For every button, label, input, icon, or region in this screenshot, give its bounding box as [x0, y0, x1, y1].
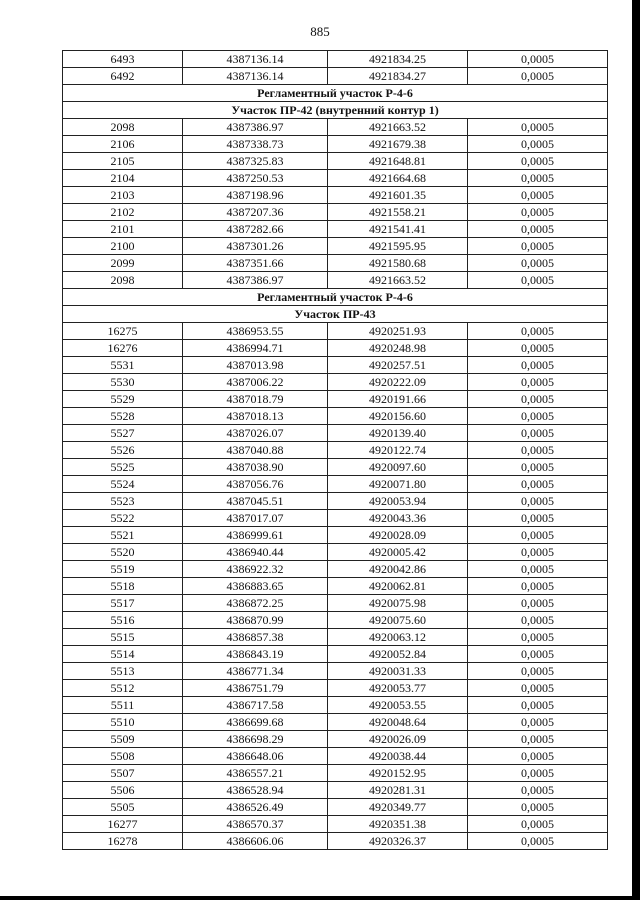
x-coordinate-cell: 4387386.97 — [183, 272, 328, 289]
y-coordinate-cell: 4920038.44 — [328, 748, 468, 765]
accuracy-cell: 0,0005 — [468, 476, 608, 493]
accuracy-cell: 0,0005 — [468, 748, 608, 765]
y-coordinate-cell: 4920122.74 — [328, 442, 468, 459]
point-number-cell: 5517 — [63, 595, 183, 612]
point-number-cell: 6492 — [63, 68, 183, 85]
y-coordinate-cell: 4921580.68 — [328, 255, 468, 272]
x-coordinate-cell: 4386953.55 — [183, 323, 328, 340]
point-number-cell: 2103 — [63, 187, 183, 204]
accuracy-cell: 0,0005 — [468, 544, 608, 561]
region-title: Регламентный участок Р-4-6 — [63, 85, 608, 102]
table-row — [63, 272, 608, 289]
y-coordinate-cell: 4920028.09 — [328, 527, 468, 544]
point-number-cell: 5518 — [63, 578, 183, 595]
point-number-cell: 2106 — [63, 136, 183, 153]
point-number-cell: 5531 — [63, 357, 183, 374]
y-coordinate-cell: 4920257.51 — [328, 357, 468, 374]
table-row — [63, 391, 608, 408]
y-coordinate-cell: 4920075.98 — [328, 595, 468, 612]
table-row — [63, 544, 608, 561]
x-coordinate-cell: 4387136.14 — [183, 68, 328, 85]
y-coordinate-cell: 4920351.38 — [328, 816, 468, 833]
accuracy-cell: 0,0005 — [468, 680, 608, 697]
point-number-cell: 5509 — [63, 731, 183, 748]
accuracy-cell: 0,0005 — [468, 714, 608, 731]
x-coordinate-cell: 4387026.07 — [183, 425, 328, 442]
x-coordinate-cell: 4386857.38 — [183, 629, 328, 646]
table-row — [63, 357, 608, 374]
y-coordinate-cell: 4920043.36 — [328, 510, 468, 527]
y-coordinate-cell: 4920053.55 — [328, 697, 468, 714]
accuracy-cell: 0,0005 — [468, 731, 608, 748]
table-row — [63, 510, 608, 527]
accuracy-cell: 0,0005 — [468, 221, 608, 238]
table-row — [63, 765, 608, 782]
table-row — [63, 187, 608, 204]
table-row — [63, 136, 608, 153]
y-coordinate-cell: 4920063.12 — [328, 629, 468, 646]
point-number-cell: 5526 — [63, 442, 183, 459]
table-row — [63, 476, 608, 493]
y-coordinate-cell: 4921664.68 — [328, 170, 468, 187]
accuracy-cell: 0,0005 — [468, 340, 608, 357]
point-number-cell: 5515 — [63, 629, 183, 646]
point-number-cell: 2098 — [63, 119, 183, 136]
accuracy-cell: 0,0005 — [468, 663, 608, 680]
table-row — [63, 153, 608, 170]
point-number-cell: 5522 — [63, 510, 183, 527]
x-coordinate-cell: 4387136.14 — [183, 51, 328, 68]
table-row — [63, 459, 608, 476]
accuracy-cell: 0,0005 — [468, 323, 608, 340]
table-row — [63, 595, 608, 612]
x-coordinate-cell: 4387018.13 — [183, 408, 328, 425]
table-row — [63, 238, 608, 255]
point-number-cell: 5528 — [63, 408, 183, 425]
point-number-cell: 2105 — [63, 153, 183, 170]
x-coordinate-cell: 4386883.65 — [183, 578, 328, 595]
page-number: 885 — [310, 24, 330, 39]
x-coordinate-cell: 4386570.37 — [183, 816, 328, 833]
x-coordinate-cell: 4387017.07 — [183, 510, 328, 527]
point-number-cell: 16277 — [63, 816, 183, 833]
x-coordinate-cell: 4387386.97 — [183, 119, 328, 136]
y-coordinate-cell: 4920152.95 — [328, 765, 468, 782]
y-coordinate-cell: 4920053.94 — [328, 493, 468, 510]
x-coordinate-cell: 4387338.73 — [183, 136, 328, 153]
point-number-cell: 2099 — [63, 255, 183, 272]
accuracy-cell: 0,0005 — [468, 119, 608, 136]
y-coordinate-cell: 4921834.25 — [328, 51, 468, 68]
table-row — [63, 663, 608, 680]
accuracy-cell: 0,0005 — [468, 374, 608, 391]
table-row — [63, 680, 608, 697]
y-coordinate-cell: 4920026.09 — [328, 731, 468, 748]
accuracy-cell: 0,0005 — [468, 153, 608, 170]
accuracy-cell: 0,0005 — [468, 391, 608, 408]
accuracy-cell: 0,0005 — [468, 170, 608, 187]
y-coordinate-cell: 4920062.81 — [328, 578, 468, 595]
x-coordinate-cell: 4387198.96 — [183, 187, 328, 204]
table-row — [63, 629, 608, 646]
point-number-cell: 5511 — [63, 697, 183, 714]
parcel-title: Участок ПР-43 — [63, 306, 608, 323]
x-coordinate-cell: 4386872.25 — [183, 595, 328, 612]
parcel-header-row — [63, 102, 608, 119]
y-coordinate-cell: 4920222.09 — [328, 374, 468, 391]
accuracy-cell: 0,0005 — [468, 629, 608, 646]
x-coordinate-cell: 4386648.06 — [183, 748, 328, 765]
accuracy-cell: 0,0005 — [468, 595, 608, 612]
table-row — [63, 255, 608, 272]
table-row — [63, 221, 608, 238]
point-number-cell: 16275 — [63, 323, 183, 340]
parcel-title: Участок ПР-42 (внутренний контур 1) — [63, 102, 608, 119]
table-row — [63, 731, 608, 748]
table-row — [63, 697, 608, 714]
point-number-cell: 5527 — [63, 425, 183, 442]
accuracy-cell: 0,0005 — [468, 510, 608, 527]
table-row — [63, 68, 608, 85]
y-coordinate-cell: 4921595.95 — [328, 238, 468, 255]
x-coordinate-cell: 4386751.79 — [183, 680, 328, 697]
accuracy-cell: 0,0005 — [468, 204, 608, 221]
coordinates-table — [62, 50, 608, 850]
point-number-cell: 5525 — [63, 459, 183, 476]
x-coordinate-cell: 4387018.79 — [183, 391, 328, 408]
table-row — [63, 340, 608, 357]
y-coordinate-cell: 4921541.41 — [328, 221, 468, 238]
x-coordinate-cell: 4386870.99 — [183, 612, 328, 629]
x-coordinate-cell: 4386528.94 — [183, 782, 328, 799]
x-coordinate-cell: 4386606.06 — [183, 833, 328, 850]
y-coordinate-cell: 4921834.27 — [328, 68, 468, 85]
scan-edge-right — [632, 0, 640, 900]
x-coordinate-cell: 4387250.53 — [183, 170, 328, 187]
y-coordinate-cell: 4920281.31 — [328, 782, 468, 799]
point-number-cell: 5524 — [63, 476, 183, 493]
table-row — [63, 374, 608, 391]
region-title: Регламентный участок Р-4-6 — [63, 289, 608, 306]
table-row — [63, 714, 608, 731]
accuracy-cell: 0,0005 — [468, 578, 608, 595]
x-coordinate-cell: 4386999.61 — [183, 527, 328, 544]
table-row — [63, 782, 608, 799]
y-coordinate-cell: 4920248.98 — [328, 340, 468, 357]
y-coordinate-cell: 4920349.77 — [328, 799, 468, 816]
accuracy-cell: 0,0005 — [468, 51, 608, 68]
accuracy-cell: 0,0005 — [468, 799, 608, 816]
point-number-cell: 2101 — [63, 221, 183, 238]
accuracy-cell: 0,0005 — [468, 442, 608, 459]
y-coordinate-cell: 4920048.64 — [328, 714, 468, 731]
x-coordinate-cell: 4387351.66 — [183, 255, 328, 272]
x-coordinate-cell: 4387301.26 — [183, 238, 328, 255]
accuracy-cell: 0,0005 — [468, 782, 608, 799]
table-row — [63, 561, 608, 578]
table-row — [63, 578, 608, 595]
table-row — [63, 204, 608, 221]
point-number-cell: 6493 — [63, 51, 183, 68]
point-number-cell: 2098 — [63, 272, 183, 289]
point-number-cell: 5510 — [63, 714, 183, 731]
point-number-cell: 5516 — [63, 612, 183, 629]
x-coordinate-cell: 4387013.98 — [183, 357, 328, 374]
accuracy-cell: 0,0005 — [468, 561, 608, 578]
coordinates-table-body — [63, 51, 608, 850]
x-coordinate-cell: 4387056.76 — [183, 476, 328, 493]
y-coordinate-cell: 4921663.52 — [328, 119, 468, 136]
y-coordinate-cell: 4921558.21 — [328, 204, 468, 221]
region-header-row — [63, 85, 608, 102]
point-number-cell: 5514 — [63, 646, 183, 663]
table-row — [63, 493, 608, 510]
point-number-cell: 2104 — [63, 170, 183, 187]
x-coordinate-cell: 4387006.22 — [183, 374, 328, 391]
point-number-cell: 5519 — [63, 561, 183, 578]
point-number-cell: 5507 — [63, 765, 183, 782]
table-row — [63, 833, 608, 850]
point-number-cell: 16276 — [63, 340, 183, 357]
y-coordinate-cell: 4920042.86 — [328, 561, 468, 578]
table-row — [63, 425, 608, 442]
accuracy-cell: 0,0005 — [468, 612, 608, 629]
x-coordinate-cell: 4387038.90 — [183, 459, 328, 476]
x-coordinate-cell: 4386940.44 — [183, 544, 328, 561]
table-row — [63, 119, 608, 136]
accuracy-cell: 0,0005 — [468, 697, 608, 714]
y-coordinate-cell: 4920326.37 — [328, 833, 468, 850]
x-coordinate-cell: 4386843.19 — [183, 646, 328, 663]
point-number-cell: 2100 — [63, 238, 183, 255]
accuracy-cell: 0,0005 — [468, 68, 608, 85]
point-number-cell: 5521 — [63, 527, 183, 544]
point-number-cell: 5512 — [63, 680, 183, 697]
x-coordinate-cell: 4386557.21 — [183, 765, 328, 782]
x-coordinate-cell: 4387325.83 — [183, 153, 328, 170]
table-row — [63, 323, 608, 340]
accuracy-cell: 0,0005 — [468, 255, 608, 272]
x-coordinate-cell: 4386994.71 — [183, 340, 328, 357]
point-number-cell: 16278 — [63, 833, 183, 850]
accuracy-cell: 0,0005 — [468, 765, 608, 782]
table-row — [63, 748, 608, 765]
table-row — [63, 442, 608, 459]
y-coordinate-cell: 4920191.66 — [328, 391, 468, 408]
accuracy-cell: 0,0005 — [468, 493, 608, 510]
y-coordinate-cell: 4921679.38 — [328, 136, 468, 153]
accuracy-cell: 0,0005 — [468, 459, 608, 476]
x-coordinate-cell: 4387040.88 — [183, 442, 328, 459]
accuracy-cell: 0,0005 — [468, 357, 608, 374]
accuracy-cell: 0,0005 — [468, 136, 608, 153]
point-number-cell: 5506 — [63, 782, 183, 799]
table-row — [63, 799, 608, 816]
point-number-cell: 5508 — [63, 748, 183, 765]
accuracy-cell: 0,0005 — [468, 187, 608, 204]
x-coordinate-cell: 4386922.32 — [183, 561, 328, 578]
point-number-cell: 5530 — [63, 374, 183, 391]
region-header-row — [63, 289, 608, 306]
table-row — [63, 51, 608, 68]
x-coordinate-cell: 4386699.68 — [183, 714, 328, 731]
y-coordinate-cell: 4920075.60 — [328, 612, 468, 629]
scan-edge-bottom — [0, 896, 640, 900]
table-row — [63, 646, 608, 663]
accuracy-cell: 0,0005 — [468, 425, 608, 442]
y-coordinate-cell: 4921663.52 — [328, 272, 468, 289]
parcel-header-row — [63, 306, 608, 323]
table-row — [63, 527, 608, 544]
y-coordinate-cell: 4920071.80 — [328, 476, 468, 493]
y-coordinate-cell: 4920156.60 — [328, 408, 468, 425]
point-number-cell: 5505 — [63, 799, 183, 816]
table-row — [63, 612, 608, 629]
accuracy-cell: 0,0005 — [468, 816, 608, 833]
x-coordinate-cell: 4386526.49 — [183, 799, 328, 816]
table-row — [63, 816, 608, 833]
y-coordinate-cell: 4920005.42 — [328, 544, 468, 561]
y-coordinate-cell: 4920031.33 — [328, 663, 468, 680]
point-number-cell: 5529 — [63, 391, 183, 408]
accuracy-cell: 0,0005 — [468, 646, 608, 663]
point-number-cell: 5523 — [63, 493, 183, 510]
accuracy-cell: 0,0005 — [468, 527, 608, 544]
y-coordinate-cell: 4920053.77 — [328, 680, 468, 697]
point-number-cell: 5520 — [63, 544, 183, 561]
table-row — [63, 408, 608, 425]
x-coordinate-cell: 4387207.36 — [183, 204, 328, 221]
y-coordinate-cell: 4921648.81 — [328, 153, 468, 170]
point-number-cell: 2102 — [63, 204, 183, 221]
x-coordinate-cell: 4386717.58 — [183, 697, 328, 714]
accuracy-cell: 0,0005 — [468, 272, 608, 289]
point-number-cell: 5513 — [63, 663, 183, 680]
accuracy-cell: 0,0005 — [468, 833, 608, 850]
x-coordinate-cell: 4386698.29 — [183, 731, 328, 748]
y-coordinate-cell: 4920052.84 — [328, 646, 468, 663]
table-row — [63, 170, 608, 187]
x-coordinate-cell: 4386771.34 — [183, 663, 328, 680]
y-coordinate-cell: 4920139.40 — [328, 425, 468, 442]
y-coordinate-cell: 4921601.35 — [328, 187, 468, 204]
x-coordinate-cell: 4387282.66 — [183, 221, 328, 238]
y-coordinate-cell: 4920097.60 — [328, 459, 468, 476]
x-coordinate-cell: 4387045.51 — [183, 493, 328, 510]
accuracy-cell: 0,0005 — [468, 238, 608, 255]
accuracy-cell: 0,0005 — [468, 408, 608, 425]
y-coordinate-cell: 4920251.93 — [328, 323, 468, 340]
